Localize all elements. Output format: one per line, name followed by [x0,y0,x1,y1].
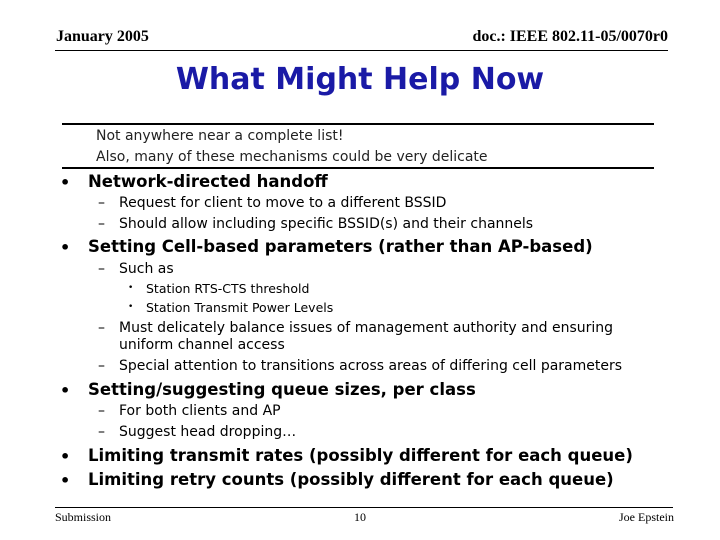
list-item: Such as [119,261,174,277]
list-item: For both clients and AP [119,403,281,419]
section-title-cell: Setting Cell-based parameters (rather than AP-based) [88,237,593,256]
dash-icon: – [98,261,105,277]
bullet-icon: • [60,471,71,490]
header-date: January 2005 [56,28,149,45]
section-title-retry: Limiting retry counts (possibly different for each queue) [88,470,614,489]
page-number: 10 [354,510,366,524]
list-item: Special attention to transitions across areas of differing cell parameters [119,358,623,374]
section-title-queue: Setting/suggesting queue sizes, per class [88,380,476,399]
sub-list-item: Station Transmit Power Levels [146,300,334,315]
footer-rule [55,507,673,508]
list-item-continuation: uniform channel access [119,337,285,353]
dash-icon: – [98,195,105,211]
section-title-handoff: Network-directed handoff [88,172,328,191]
bullet-icon: • [60,173,71,192]
footer-submission: Submission [55,510,112,524]
note-line-2: Also, many of these mechanisms could be very delicate [96,149,488,165]
section-title-transmit: Limiting transmit rates (possibly different for each queue) [88,446,633,465]
bullet-icon: • [60,238,71,257]
dash-icon: – [98,424,105,440]
list-item: Suggest head dropping… [119,424,297,440]
dash-icon: – [98,216,105,232]
dash-icon: – [98,403,105,419]
list-item: Should allow including specific BSSID(s) and their channels [119,216,534,232]
dash-icon: – [98,358,105,374]
slide-title: What Might Help Now [175,62,545,97]
footer-author: Joe Epstein [619,510,674,524]
sub-list-item: Station RTS-CTS threshold [146,281,310,296]
bullet-icon: • [60,381,71,400]
list-item: Request for client to move to a different BSSID [119,195,447,211]
list-item: Must delicately balance issues of management authority and ensuring [119,320,614,336]
sub-bullet-icon: • [128,302,134,312]
sub-bullet-icon: • [128,283,134,293]
note-line-1: Not anywhere near a complete list! [96,128,344,144]
header-doc-id: doc.: IEEE 802.11-05/0070r0 [472,28,668,45]
bullet-icon: • [60,447,71,466]
dash-icon: – [98,320,105,336]
header-rule [55,50,668,51]
